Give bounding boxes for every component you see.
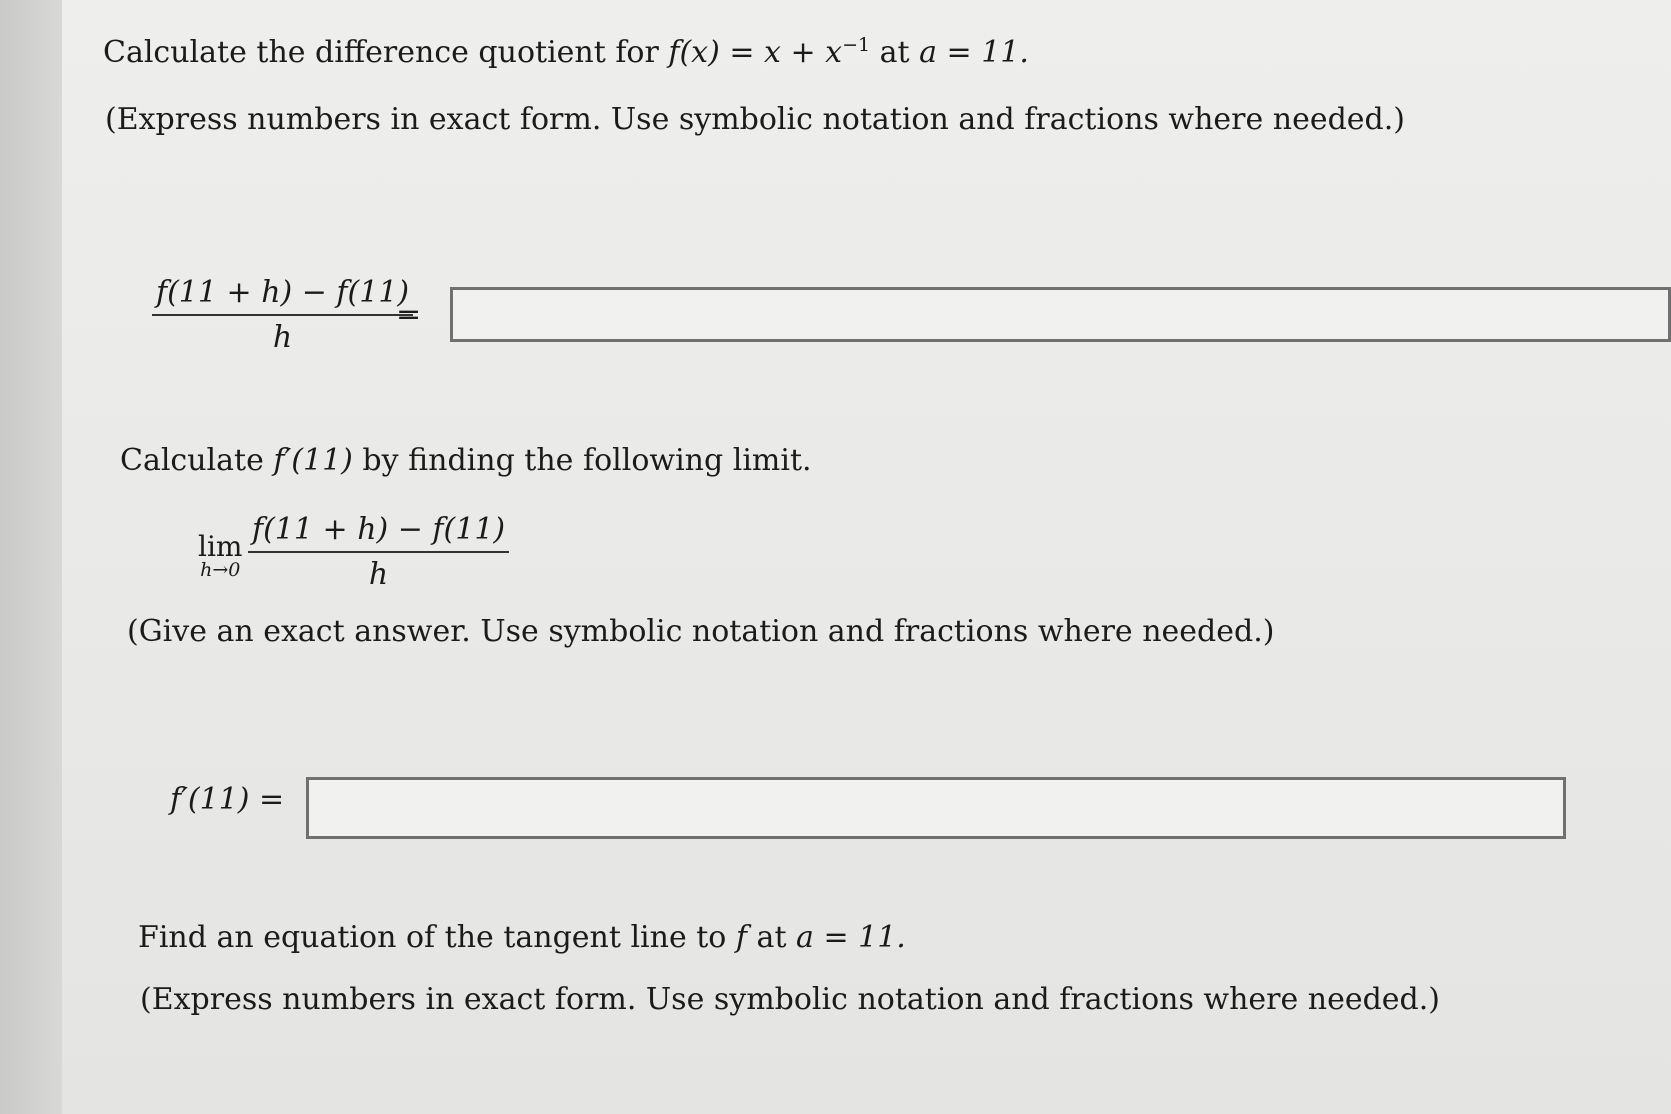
limit-label: lim [198,530,243,563]
equals-sign: = [396,297,422,332]
background-edge [0,0,62,1114]
problem-statement: Calculate the difference quotient for $f(x) = x + x^{-1}$ at a = 11. [103,34,1029,70]
difference-quotient-fraction [152,275,413,355]
fraction-numerator: f(11 + h) − f(11) [152,275,413,316]
limit-fraction-denominator: h [368,557,389,592]
tangent-prompt: Find an equation of the tangent line to f at a = 11. [138,920,906,955]
instruction-text-1: (Express numbers in exact form. Use symbolic notation and fractions where needed.) [105,102,1406,137]
fraction-denominator: h [272,320,293,355]
instruction-text-2: (Give an exact answer. Use symbolic notation and fractions where needed.) [127,614,1275,649]
derivative-prompt: Calculate f′(11) by finding the following limit. [120,443,812,478]
derivative-answer-input[interactable] [306,777,1566,839]
limit-subscript: h→0 [200,559,241,581]
fprime-label: f′(11) = [170,782,285,817]
limit-fraction [248,512,509,592]
instruction-text-3: (Express numbers in exact form. Use symbolic notation and fractions where needed.) [140,982,1441,1017]
limit-expression [198,530,242,581]
difference-quotient-answer-input[interactable] [450,287,1671,342]
limit-fraction-numerator: f(11 + h) − f(11) [248,512,509,553]
